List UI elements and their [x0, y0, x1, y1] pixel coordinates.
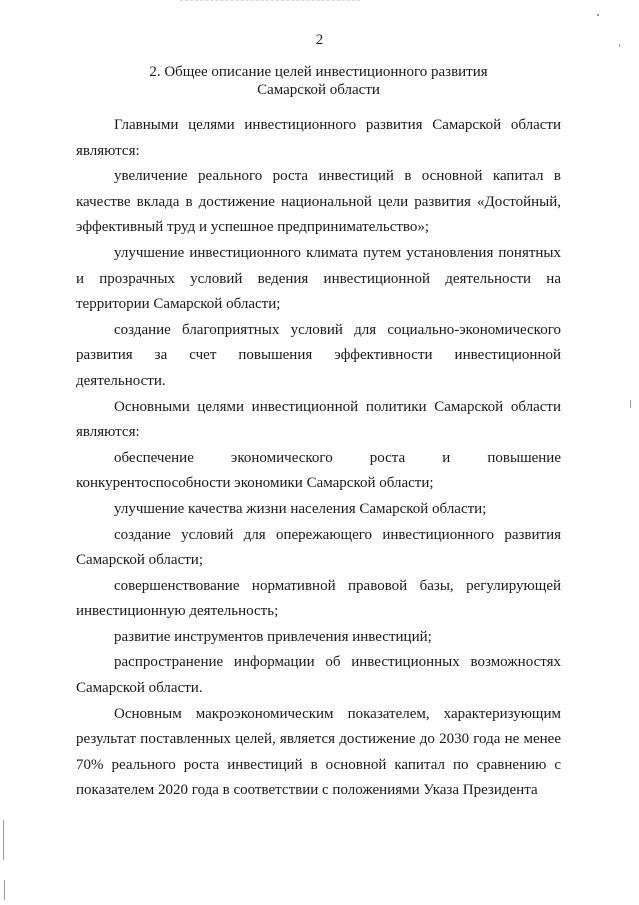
scan-top-marks — [180, 0, 360, 4]
paragraph: совершенствование нормативной правовой базы, регулирующей инвестиционную деятельность; — [76, 577, 561, 620]
scan-speck — [619, 44, 620, 47]
paragraph: улучшение инвестиционного климата путем установления понятных и прозрачных условий ведения инвестиционной деятельности на территории Самарской области; — [76, 244, 561, 313]
section-heading-line-2: Самарской области — [257, 82, 380, 98]
paragraph: создание условий для опережающего инвестиционного развития Самарской области; — [76, 526, 561, 569]
paragraph: Главными целями инвестиционного развития Самарской области являются: — [76, 117, 561, 159]
paragraph: увеличение реального роста инвестиций в основной капитал в качестве вклада в достижение национальной цели развития «Достойный, эффективный труд и успешное предпринимательство»; — [76, 168, 561, 236]
paragraph: обеспечение экономического роста и повышение конкурентоспособности экономики Самарской области; — [76, 449, 561, 492]
paragraph: Основным макроэкономическим показателем, характеризующим результат поставленных целей, является достижение до 2030 года не менее 70% реального роста инвестиций в основной капитал по сравнению с показателем 2020 года в соответствии с положениями Указа Президента — [76, 705, 561, 799]
page-number: 2 — [315, 32, 324, 48]
scan-speck — [597, 14, 599, 16]
section-heading-line-1: 2. Общее описание целей инвестиционного развития — [149, 64, 488, 80]
paragraph: создание благоприятных условий для социально-экономического развития за счет повышения эффективности инвестиционной деятельности. — [76, 321, 561, 389]
paragraph: развитие инструментов привлечения инвестиций; — [114, 628, 432, 645]
document-body — [76, 113, 561, 804]
paragraph: распространение информации об инвестиционных возможностях Самарской области. — [76, 654, 561, 697]
paragraph: Основными целями инвестиционной политики Самарской области являются: — [76, 398, 561, 441]
section-heading — [76, 63, 561, 99]
scan-edge-mark — [4, 880, 5, 900]
scan-edge-mark — [3, 820, 4, 860]
paragraph: улучшение качества жизни населения Самарской области; — [114, 500, 487, 517]
scan-speck — [630, 400, 631, 408]
